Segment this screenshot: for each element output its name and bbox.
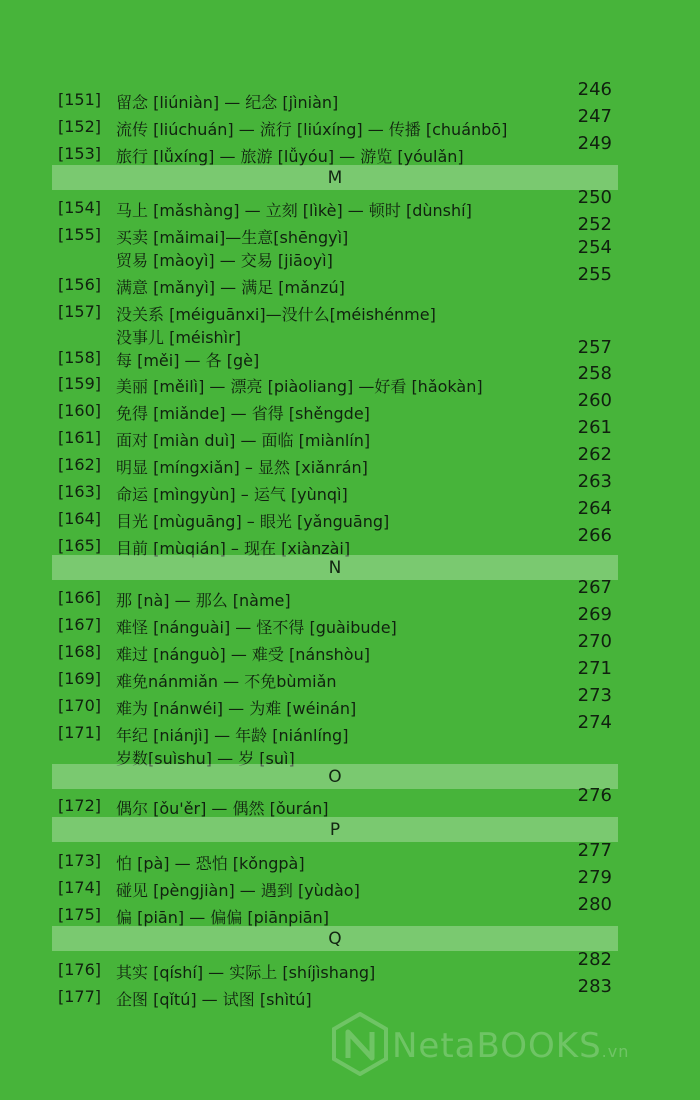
section-letter: Q [328, 929, 342, 949]
entry-text: 企图 [qǐtú] — 试图 [shìtú] [116, 990, 312, 1009]
entry-page: 282 [577, 949, 612, 970]
entry-text: 没事儿 [méishìr] [116, 328, 241, 347]
index-entry [0, 133, 700, 167]
entry-number: [166] [58, 588, 102, 607]
section-header-q [52, 926, 618, 951]
entry-text: 没关系 [méiguānxi]—没什么[méishénme] [116, 305, 436, 324]
entry-page: 246 [577, 79, 612, 100]
entry-page: 252 [577, 214, 612, 235]
entry-text: 满意 [mǎnyì] — 满足 [mǎnzú] [116, 278, 345, 297]
entry-page: 257 [577, 337, 612, 358]
entry-text: 目前 [mùqián] – 现在 [xiànzài] [116, 539, 351, 558]
entry-text: 贸易 [màoyì] — 交易 [jiāoyì] [116, 251, 333, 270]
entry-number: [170] [58, 696, 102, 715]
entry-page: 262 [577, 444, 612, 465]
watermark-suffix: .vn [601, 1042, 630, 1061]
entry-number: [177] [58, 987, 102, 1006]
entry-text: 难免nánmiǎn — 不免bùmiǎn [116, 672, 337, 691]
entry-number: [160] [58, 401, 102, 420]
entry-number: [165] [58, 536, 102, 555]
entry-number: [167] [58, 615, 102, 634]
entry-text: 美丽 [měilì] — 漂亮 [piàoliang] —好看 [hǎokàn] [116, 377, 483, 396]
entry-number: [151] [58, 90, 102, 109]
entry-page: 260 [577, 390, 612, 411]
entry-number: [176] [58, 960, 102, 979]
section-header-p [52, 817, 618, 842]
index-entry [0, 976, 700, 1010]
entry-number: [162] [58, 455, 102, 474]
entry-text: 其实 [qíshí] — 实际上 [shíjìshang] [116, 963, 376, 982]
entry-page: 279 [577, 867, 612, 888]
entry-page: 276 [577, 785, 612, 806]
entry-text: 明显 [míngxiǎn] – 显然 [xiǎnrán] [116, 458, 368, 477]
entry-text: 岁数[suìshu] — 岁 [suì] [116, 749, 295, 768]
entry-text: 面对 [miàn duì] — 面临 [miànlín] [116, 431, 371, 450]
entry-text: 流传 [liúchuán] — 流行 [liúxíng] — 传播 [chuánbō] [116, 120, 508, 139]
entry-page: 274 [577, 712, 612, 733]
entry-number: [175] [58, 905, 102, 924]
index-entry [0, 894, 700, 928]
entry-page: 255 [577, 264, 612, 285]
entry-page: 271 [577, 658, 612, 679]
entry-page: 254 [577, 237, 612, 258]
entry-text: 那 [nà] — 那么 [nàme] [116, 591, 291, 610]
entry-number: [156] [58, 275, 102, 294]
entry-number: [154] [58, 198, 102, 217]
entry-number: [169] [58, 669, 102, 688]
entry-page: 280 [577, 894, 612, 915]
entry-page: 273 [577, 685, 612, 706]
entry-number: [155] [58, 225, 102, 244]
entry-number: [172] [58, 796, 102, 815]
netabooks-logo-icon [332, 1012, 388, 1076]
entry-text: 难为 [nánwéi] — 为难 [wéinán] [116, 699, 357, 718]
index-entry [0, 264, 700, 298]
entry-text: 旅行 [lǚxíng] — 旅游 [lǚyóu] — 游览 [yóulǎn] [116, 147, 464, 166]
entry-text: 偶尔 [ǒu'ěr] — 偶然 [ǒurán] [116, 799, 329, 818]
watermark-text [392, 1026, 629, 1066]
entry-number: [153] [58, 144, 102, 163]
entry-number: [174] [58, 878, 102, 897]
entry-text: 每 [měi] — 各 [gè] [116, 351, 260, 370]
entry-number: [157] [58, 302, 102, 321]
index-entry [0, 785, 700, 819]
entry-text: 免得 [miǎnde] — 省得 [shěngde] [116, 404, 370, 423]
entry-page: 258 [577, 363, 612, 384]
entry-page: 267 [577, 577, 612, 598]
entry-text: 买卖 [mǎimai]—生意[shēngyì] [116, 228, 349, 247]
entry-text: 怕 [pà] — 恐怕 [kǒngpà] [116, 854, 305, 873]
section-letter: M [327, 168, 343, 188]
entry-text: 偏 [piān] — 偏偏 [piānpiān] [116, 908, 329, 927]
entry-page: 250 [577, 187, 612, 208]
entry-number: [171] [58, 723, 102, 742]
entry-number: [159] [58, 374, 102, 393]
entry-text: 难过 [nánguò] — 难受 [nánshòu] [116, 645, 370, 664]
watermark [332, 1012, 692, 1082]
entry-number: [164] [58, 509, 102, 528]
entry-page: 261 [577, 417, 612, 438]
entry-text: 留念 [liúniàn] — 纪念 [jìniàn] [116, 93, 339, 112]
entry-page: 283 [577, 976, 612, 997]
entry-number: [168] [58, 642, 102, 661]
entry-page: 277 [577, 840, 612, 861]
entry-number: [163] [58, 482, 102, 501]
entry-page: 269 [577, 604, 612, 625]
entry-page: 264 [577, 498, 612, 519]
entry-page: 266 [577, 525, 612, 546]
entry-text: 难怪 [nánguài] — 怪不得 [guàibude] [116, 618, 397, 637]
section-header-m [52, 165, 618, 190]
section-letter: P [329, 820, 341, 840]
entry-page: 270 [577, 631, 612, 652]
entry-page: 263 [577, 471, 612, 492]
entry-number: [161] [58, 428, 102, 447]
section-letter: O [328, 767, 342, 787]
section-letter: N [328, 558, 342, 578]
entry-text: 马上 [mǎshàng] — 立刻 [lìkè] — 顿时 [dùnshí] [116, 201, 472, 220]
section-header-o [52, 764, 618, 789]
entry-number: [158] [58, 348, 102, 367]
watermark-brand: NetaBOOKS [392, 1026, 602, 1066]
section-header-n [52, 555, 618, 580]
entry-number: [152] [58, 117, 102, 136]
entry-number: [173] [58, 851, 102, 870]
entry-text: 命运 [mìngyùn] – 运气 [yùnqì] [116, 485, 348, 504]
entry-page: 249 [577, 133, 612, 154]
entry-text: 目光 [mùguāng] – 眼光 [yǎnguāng] [116, 512, 390, 531]
entry-text: 碰见 [pèngjiàn] — 遇到 [yùdào] [116, 881, 360, 900]
entry-text: 年纪 [niánjì] — 年龄 [niánlíng] [116, 726, 349, 745]
entry-page: 247 [577, 106, 612, 127]
